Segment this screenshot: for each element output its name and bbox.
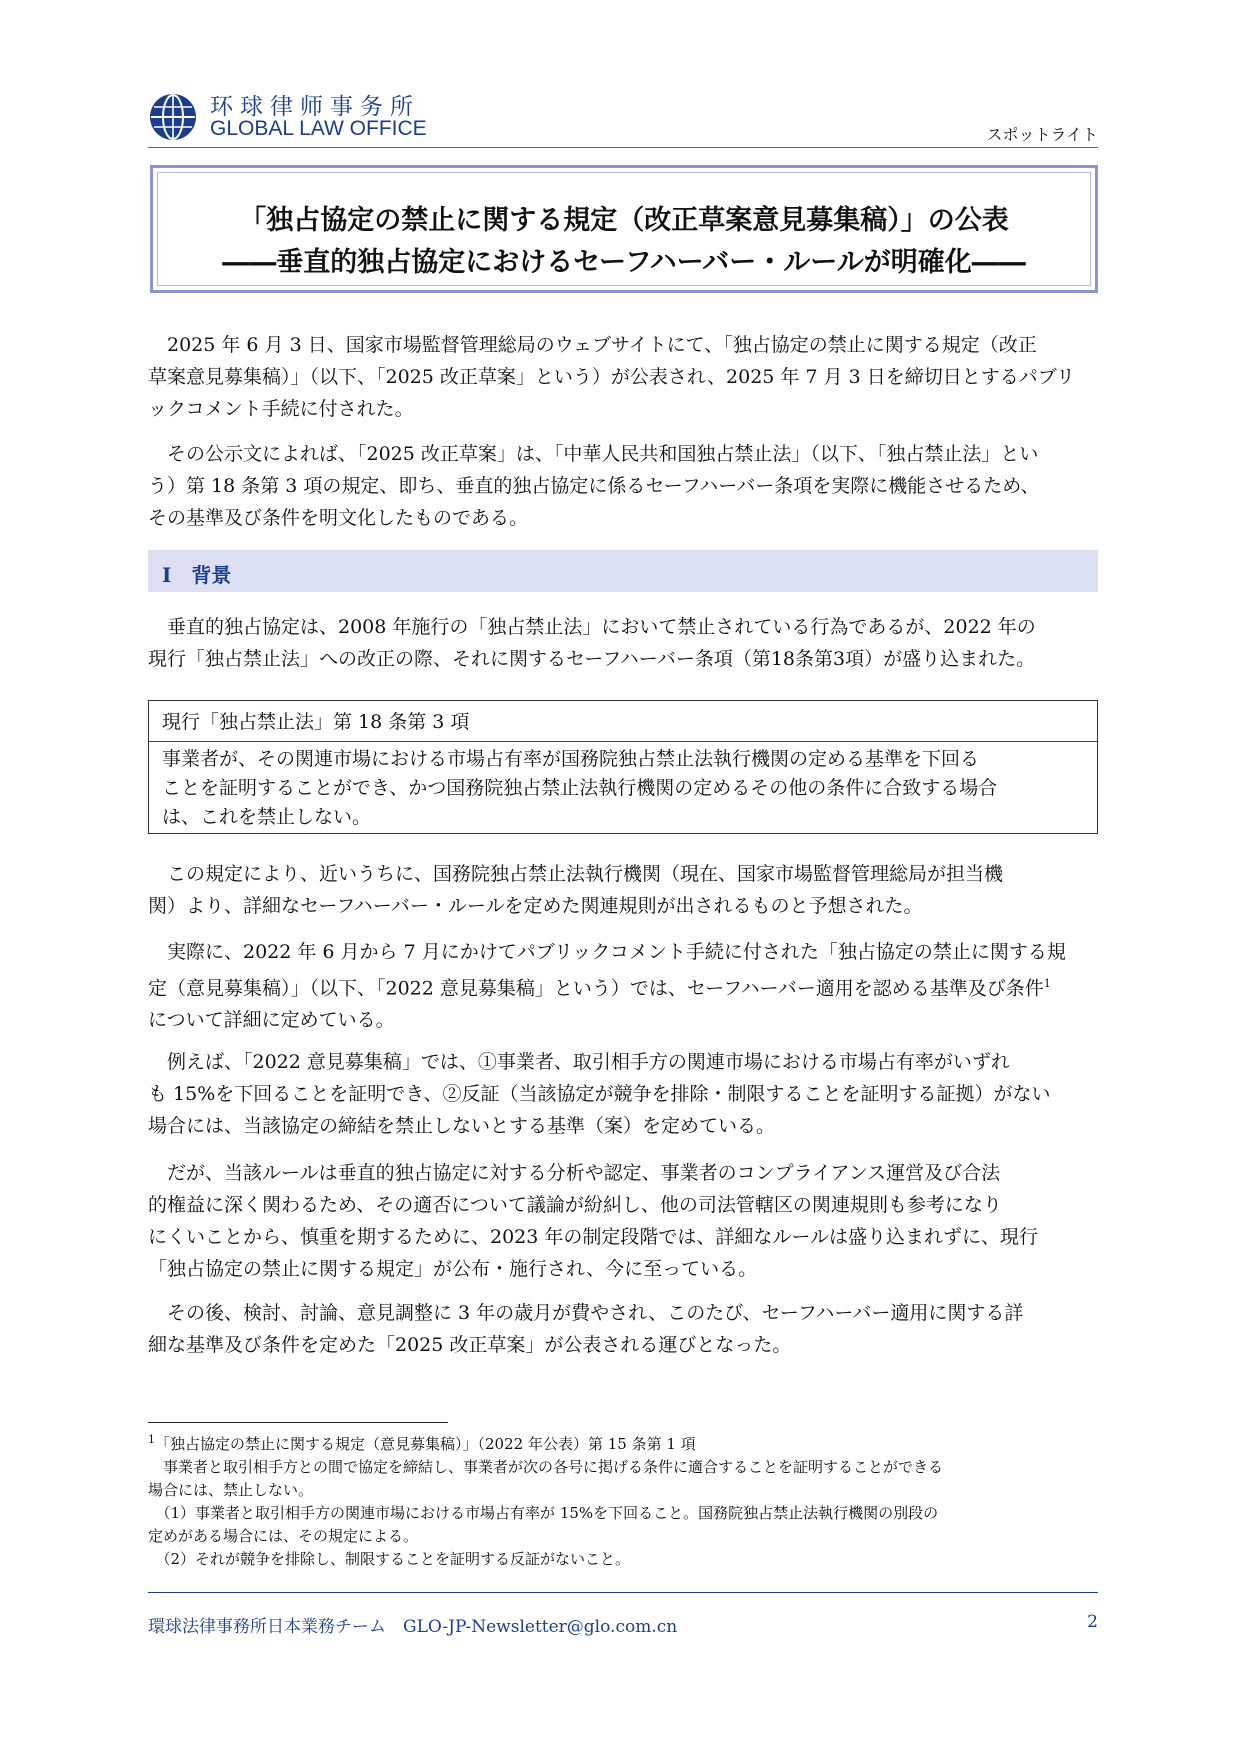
logo-english-name: GLOBAL LAW OFFICE (210, 117, 427, 140)
body-paragraph-4: 例えば、「2022 意見募集稿」では、①事業者、取引相手方の関連市場における市場占有率がいずれ も 15%を下回ることを証明でき、②反証（当該協定が競争を排除・制限することを証明する証拠）がない 場合には、当該協定の締結を禁止しないとする基準（案）を定めている。 (148, 1051, 1051, 1137)
intro-paragraph-1: 2025 年 6 月 3 日、国家市場監督管理総局のウェブサイトにて、「独占協定の禁止に関する規定（改正 草案意見募集稿）」（以下、「2025 改正草案」という）が公表され、2025 年 7 月 3 日を締切日とするパブリ ックコメント手続に付された。 (148, 334, 1076, 420)
footnote-mark: 1 (148, 1433, 155, 1446)
page-number: 2 (1087, 1612, 1098, 1632)
section-heading: I 背景 (162, 563, 232, 587)
footnote-divider (148, 1422, 448, 1423)
section-tag: スポットライト (986, 125, 1098, 144)
document-title: 「独占協定の禁止に関する規定（改正草案意見募集稿）」の公表 (239, 205, 1009, 236)
statute-quote-box (148, 700, 1098, 834)
body-paragraph-5: だが、当該ルールは垂直的独占協定に対する分析や認定、事業者のコンプライアンス運営及び合法 的権益に深く関わるため、その適否について議論が紛糾し、他の司法管轄区の関連規則も参考になり にくいことから、慎重を期するために、2023 年の制定段階では、詳細なルールは盛り込まれずに、現行 「独占協定の禁止に関する規定」が公布・施行され、今に至っている。 (148, 1162, 1039, 1280)
body-paragraph-2: この規定により、近いうちに、国務院独占禁止法執行機関（現在、国家市場監督管理総局が担当機 関）より、詳細なセーフハーバー・ルールを定めた関連規則が出されるものと予想された。 (148, 863, 1004, 917)
document-subtitle: ――垂直的独占協定におけるセーフハーバー・ルールが明確化―― (222, 247, 1026, 278)
body-paragraph-1: 垂直的独占協定は、2008 年施行の「独占禁止法」において禁止されている行為であるが、2022 年の 現行「独占禁止法」への改正の際、それに関するセーフハーバー条項（第18条第3項）が盛り込まれた。 (148, 616, 1036, 670)
body-paragraph-3: 実際に、2022 年 6 月から 7 月にかけてパブリックコメント手続に付された「独占協定の禁止に関する規 定（意見募集稿）」（以下、「2022 意見募集稿」という）では、セーフハーバー適用を認める基準及び条件$^1$ について詳細に定めている。 (148, 941, 1066, 1032)
section-heading-bar (148, 550, 1098, 592)
logo-chinese-name: 环球律师事务所 (210, 94, 420, 120)
footer-contact[interactable]: 環球法律事務所日本業務チーム GLO-JP-Newsletter@glo.com.cn (148, 1617, 678, 1637)
globe-icon (148, 92, 198, 142)
footnote-reference[interactable]: 1 (1043, 977, 1051, 990)
footer-divider (148, 1592, 1098, 1593)
body-paragraph-6: その後、検討、討論、意見調整に 3 年の歳月が費やされ、このたび、セーフハーバー適用に関する詳 細な基準及び条件を定めた「2025 改正草案」が公表される運びとなった。 (148, 1302, 1024, 1356)
intro-paragraph-2: その公示文によれば、「2025 改正草案」は、「中華人民共和国独占禁止法」（以下、「独占禁止法」とい う）第 18 条第 3 項の規定、即ち、垂直的独占協定に係るセーフハーバー条項を実際に機能させるため、 その基準及び条件を明文化したものである。 (148, 443, 1040, 529)
page-header (148, 86, 1098, 146)
statute-quote-title: 現行「独占禁止法」第 18 条第 3 項 (162, 711, 470, 733)
statute-quote-divider (149, 741, 1097, 742)
statute-quote-text: 事業者が、その関連市場における市場占有率が国務院独占禁止法執行機関の定める基準を下回る ことを証明することができ、かつ国務院独占禁止法執行機関の定めるその他の条件に合致する場合 は、これを禁止しない。 (162, 748, 998, 828)
footnote: $^1$「独占協定の禁止に関する規定（意見募集稿）」（2022 年公表）第 15 条第 1 項 事業者と取引相手方との間で協定を締結し、事業者が次の各号に掲げる条件に適合することを証明することができる 場合には、禁止しない。 （1）事業者と取引相手方の関連市場における市場占有率が 15%を下回ること。国務院独占禁止法執行機関の別段の 定めがある場合には、その規定による。 （2）それが競争を排除し、制限することを証明する反証がないこと。 (148, 1433, 944, 1568)
title-box (150, 165, 1098, 293)
header-divider (148, 147, 1098, 148)
